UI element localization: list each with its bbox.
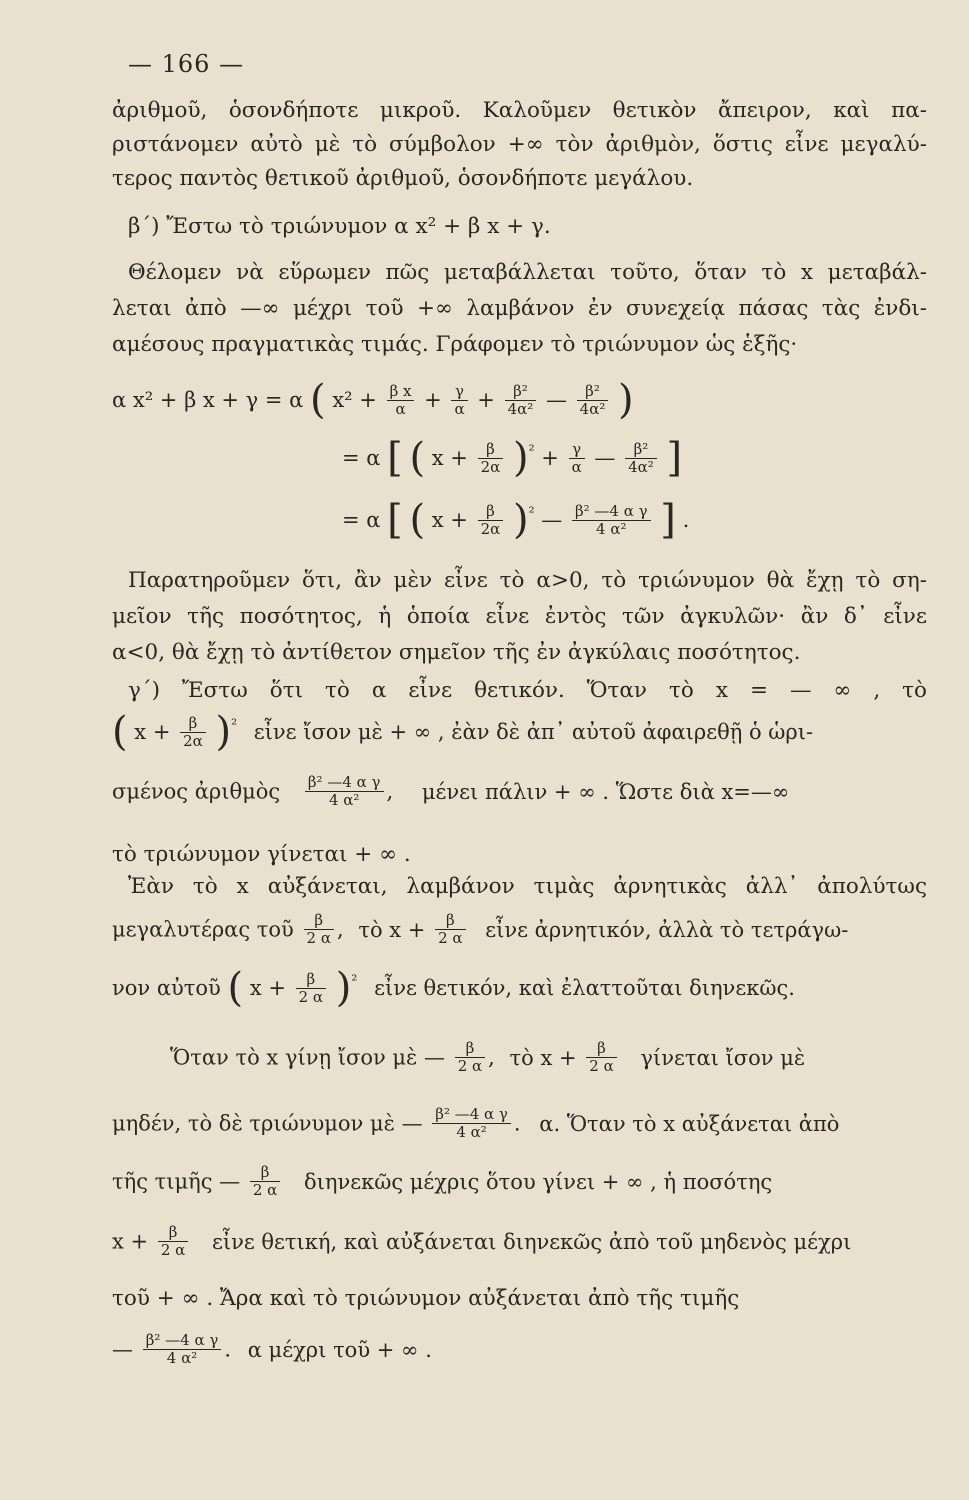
fraction: $\frac{\text{β² —4 α γ}}{\text{4 α²}}$ <box>432 1106 511 1141</box>
equation-inline <box>112 709 927 755</box>
equation-inline <box>112 1164 772 1199</box>
text-line: λεται ἀπὸ —∞ μέχρι τοῦ +∞ λαμβάνον ἐν συνεχείᾳ πάσας τὰς ἐνδι- <box>112 296 927 321</box>
fraction: $\frac{\gamma}{\alpha}$ <box>451 383 467 418</box>
equation-inline <box>170 1040 805 1075</box>
fraction: $\frac{\beta}{2 \alpha}$ <box>304 912 334 947</box>
equation-inline <box>112 1106 839 1141</box>
text-line: Παρατηροῦμεν ὅτι, ἂν μὲν εἶνε τὸ α>0, τὸ τριώνυμον θὰ ἔχῃ τὸ ση- <box>128 568 927 593</box>
text-run: εἶνε θετικόν, καὶ ἐλαττοῦται διηνεκῶς. <box>374 976 795 1000</box>
equation-line-3 <box>342 497 690 543</box>
math-bracket: ] <box>660 497 676 543</box>
text-line: τερος παντὸς θετικοῦ ἀριθμοῦ, ὁσονδήποτε μεγάλου. <box>112 166 694 191</box>
math-sup: ² <box>231 715 238 734</box>
fraction: $\frac{\text{β²}}{\text{4α²}}$ <box>505 383 537 418</box>
text-line: Θέλομεν νὰ εὕρωμεν πῶς μεταβάλλεται τοῦτο, ὅταν τὸ x μεταβάλ- <box>128 260 927 285</box>
math-paren: ) <box>512 435 529 481</box>
math-lhs: α x² + β x + γ = α <box>112 388 304 412</box>
math-op: + <box>541 446 559 470</box>
equation-inline <box>112 912 848 947</box>
text-run: μηδέν, τὸ δὲ τριώνυμον μὲ — <box>112 1111 423 1136</box>
fraction: $\frac{\text{β x}}{\alpha}$ <box>387 383 415 418</box>
math-term: x + <box>431 446 468 470</box>
fraction: $\frac{\beta}{2 \alpha}$ <box>435 912 465 947</box>
equation-inline <box>112 774 789 809</box>
math-term: x + <box>431 508 468 532</box>
text-line: μεῖον τῆς ποσότητος, ἡ ὁποία εἶνε ἐντὸς τῶν ἀγκυλῶν· ἂν δ᾽ εἶνε <box>112 604 927 629</box>
text-run: σμένος ἀριθμὸς <box>112 779 281 804</box>
math-paren: ( <box>310 377 326 423</box>
math-paren: ( <box>227 965 244 1011</box>
text-run: τὸ x + <box>358 917 426 942</box>
fraction: $\frac{\beta}{2\alpha}$ <box>478 441 504 476</box>
math-paren: ) <box>512 497 529 543</box>
text-run: — <box>112 1337 133 1362</box>
equation-line-1 <box>112 377 634 423</box>
math-comma: , <box>386 779 394 804</box>
fraction: $\frac{\beta}{2\alpha}$ <box>478 503 504 538</box>
page-number: — 166 — <box>128 50 245 78</box>
math-term: x² + <box>332 388 377 412</box>
section-gamma-heading: γ΄) Ἔστω ὅτι τὸ α εἶνε θετικόν. Ὅταν τὸ x = — ∞ , τὸ <box>128 678 927 703</box>
text-run: εἶνε ἀρνητικόν, ἀλλὰ τὸ τετράγω- <box>485 917 849 942</box>
math-dot: . <box>513 1111 521 1136</box>
math-term: α <box>366 508 381 532</box>
fraction: $\frac{\text{β² —4 α γ}}{\text{4 α²}}$ <box>305 774 384 809</box>
fraction: $\frac{\beta}{2 \alpha}$ <box>455 1040 485 1075</box>
fraction: $\frac{\beta}{2 \alpha}$ <box>586 1040 616 1075</box>
math-op: = <box>342 446 360 470</box>
math-paren: ( <box>409 435 426 481</box>
text-run: τὸ x + <box>509 1045 577 1070</box>
section-beta-heading: β΄) Ἔστω τὸ τριώνυμον α x² + β x + γ. <box>128 214 551 239</box>
text-run: εἶνε ἴσον μὲ + ∞ , ἐὰν δὲ ἀπ᾽ αὐτοῦ ἀφαιρεθῇ ὁ ὡρι- <box>253 720 814 744</box>
math-sup: ² <box>528 441 535 460</box>
math-op: — <box>541 508 563 532</box>
equation-inline <box>112 1224 851 1259</box>
math-term: x + <box>134 720 171 744</box>
math-dot: . <box>682 508 690 532</box>
equation-inline <box>112 1332 432 1367</box>
math-paren: ) <box>215 709 232 755</box>
math-op: — <box>545 388 567 412</box>
text-run: Ὅταν τὸ x γίνῃ ἴσον μὲ — <box>170 1045 445 1070</box>
math-bracket: [ <box>387 435 403 481</box>
math-paren: ( <box>112 709 128 755</box>
math-bracket: ] <box>666 435 683 481</box>
text-run: x + <box>112 1229 149 1254</box>
math-op: — <box>594 446 616 470</box>
text-line: ριστάνομεν αὐτὸ μὲ τὸ σύμβολον +∞ τὸν ἀριθμὸν, ὅστις εἶνε μεγαλύ- <box>112 132 927 157</box>
fraction: $\frac{\gamma}{\alpha}$ <box>569 441 585 476</box>
text-line: τοῦ + ∞ . Ἄρα καὶ τὸ τριώνυμον αὐξάνεται ἀπὸ τῆς τιμῆς <box>112 1286 740 1311</box>
text-run: μεγαλυτέρας τοῦ <box>112 917 294 942</box>
math-op: + <box>477 388 495 412</box>
math-paren: ) <box>618 377 634 423</box>
equation-line-2 <box>342 435 683 481</box>
text-run: τῆς τιμῆς — <box>112 1169 241 1194</box>
fraction: $\frac{\text{β² —4 α γ}}{\text{4 α²}}$ <box>572 503 651 538</box>
text-run: α. Ὅταν τὸ x αὐξάνεται ἀπὸ <box>539 1111 840 1136</box>
text-line: αμέσους πραγματικὰς τιμάς. Γράφομεν τὸ τριώνυμον ὡς ἑξῆς· <box>112 332 798 357</box>
text-run: νον αὐτοῦ <box>112 976 221 1000</box>
text-run: γίνεται ἴσον μὲ <box>640 1045 806 1070</box>
text-line: Ἐὰν τὸ x αὐξάνεται, λαμβάνον τιμὰς ἀρνητικὰς ἀλλ᾽ ἀπολύτως <box>128 874 927 899</box>
text-line: τὸ τριώνυμον γίνεται + ∞ . <box>112 842 411 867</box>
math-sup: ² <box>351 971 358 990</box>
fraction: $\frac{\beta}{2\alpha}$ <box>180 715 206 750</box>
math-comma: , <box>488 1045 495 1070</box>
text-line: ἀριθμοῦ, ὁσονδήποτε μικροῦ. Καλοῦμεν θετικὸν ἄπειρον, καὶ πα- <box>112 98 927 123</box>
math-term: α <box>366 446 381 470</box>
text-line: α<0, θὰ ἔχῃ τὸ ἀντίθετον σημεῖον τῆς ἐν ἀγκύλαις ποσότητος. <box>112 640 801 665</box>
math-term: x + <box>249 976 286 1000</box>
fraction: $\frac{\beta}{2 \alpha}$ <box>158 1224 188 1259</box>
fraction: $\frac{\text{β² —4 α γ}}{\text{4 α²}}$ <box>143 1332 222 1367</box>
fraction: $\frac{\text{β²}}{\text{4α²}}$ <box>577 383 609 418</box>
math-sup: ² <box>528 503 535 522</box>
math-bracket: [ <box>387 497 403 543</box>
text-run: μένει πάλιν + ∞ . Ὥστε διὰ x=—∞ <box>421 779 790 804</box>
text-run: εἶνε θετική, καὶ αὐξάνεται διηνεκῶς ἀπὸ τοῦ μηδενὸς μέχρι <box>211 1229 852 1254</box>
math-op: = <box>342 508 360 532</box>
text-run: διηνεκῶς μέχρις ὅτου γίνει + ∞ , ἡ ποσότης <box>303 1169 773 1194</box>
fraction: $\frac{\text{β²}}{\text{4α²}}$ <box>625 441 657 476</box>
fraction: $\frac{\beta}{2 \alpha}$ <box>250 1164 280 1199</box>
math-dot: . <box>224 1337 232 1362</box>
equation-inline <box>112 965 795 1011</box>
math-op: + <box>424 388 442 412</box>
math-paren: ) <box>335 965 352 1011</box>
math-comma: , <box>336 917 344 942</box>
math-paren: ( <box>409 497 426 543</box>
text-run: α μέχρι τοῦ + ∞ . <box>247 1337 432 1362</box>
fraction: $\frac{\beta}{2 \alpha}$ <box>296 971 326 1006</box>
